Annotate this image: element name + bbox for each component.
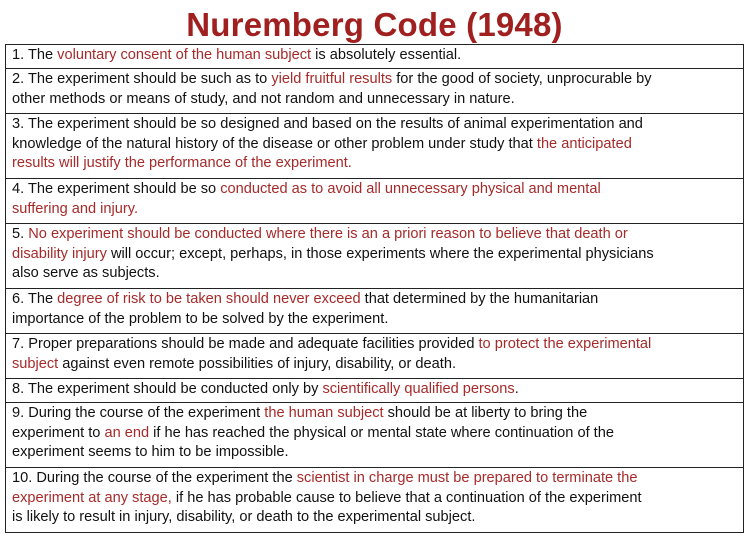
principle-line [12, 46, 737, 66]
principle-line [12, 154, 737, 174]
highlighted-phrase: scientifically qualified persons [322, 381, 515, 397]
text-segment: for the good of society, unprocurable by [392, 71, 652, 87]
principle-9 [6, 403, 743, 468]
nuremberg-code-document [5, 6, 744, 556]
text-segment: also serve as subjects. [12, 265, 160, 281]
principles-table [5, 44, 744, 533]
highlighted-phrase: to protect the experimental [478, 336, 652, 352]
principle-6 [6, 289, 743, 334]
principle-8 [6, 379, 743, 403]
text-segment: 3. The experiment should be so designed and based on the results of animal experimentation and [12, 116, 643, 132]
principle-line [12, 225, 737, 245]
text-segment: 5. [12, 226, 29, 242]
text-segment: 6. The [12, 291, 58, 307]
text-segment: against even remote possibilities of injury, disability, or death. [58, 355, 456, 372]
principle-3 [6, 114, 743, 179]
text-segment: 7. Proper preparations should be made and adequate facilities provided [12, 336, 479, 352]
highlighted-phrase: voluntary consent of the human subject [57, 47, 312, 63]
text-segment: 4. The experiment should be so [12, 181, 221, 197]
principle-7 [6, 334, 743, 379]
highlighted-phrase: experiment at any stage, [12, 489, 172, 506]
text-segment: 8. The experiment should be conducted only by [12, 381, 323, 397]
text-segment: will occur; except, perhaps, in those experiments where the experimental physicians [106, 245, 654, 262]
principle-line [12, 355, 737, 375]
text-segment: if he has reached the physical or mental state where continuation of the [149, 424, 614, 441]
highlighted-phrase: the human subject [264, 405, 384, 421]
highlighted-phrase: disability injury [12, 245, 107, 262]
principle-line [12, 380, 737, 400]
principle-line [12, 335, 737, 355]
text-segment: 2. The experiment should be such as to [12, 71, 272, 87]
principle-2 [6, 69, 743, 114]
highlighted-phrase: degree of risk to be taken should never exceed [57, 291, 361, 307]
highlighted-phrase: conducted as to avoid all unnecessary physical and mental [220, 181, 601, 197]
text-segment: importance of the problem to be solved by the experiment. [12, 310, 389, 327]
text-segment: other methods or means of study, and not random and unnecessary in nature. [12, 90, 515, 107]
text-segment: experiment to [12, 424, 105, 441]
text-segment: should be at liberty to bring the [383, 405, 588, 421]
principle-10 [6, 468, 743, 533]
principle-line [12, 310, 737, 330]
text-segment: knowledge of the natural history of the disease or other problem under study that [12, 135, 537, 152]
highlighted-phrase: subject [12, 355, 59, 372]
principle-line [12, 424, 737, 444]
principle-line [12, 90, 737, 110]
principle-5 [6, 224, 743, 289]
highlighted-phrase: results will justify the performance of the experiment. [12, 155, 352, 171]
highlighted-phrase: the anticipated [536, 135, 632, 152]
highlighted-phrase: an end [104, 424, 150, 441]
principle-line [12, 469, 737, 489]
text-segment: . [514, 381, 519, 397]
text-segment: experiment seems to him to be impossible. [12, 444, 289, 460]
text-segment: is likely to result in injury, disability, or death to the experimental subject. [12, 509, 476, 525]
text-segment: is absolutely essential. [311, 47, 462, 63]
principle-line [12, 404, 737, 424]
principle-line [12, 508, 737, 528]
text-segment: 9. During the course of the experiment [12, 405, 265, 421]
highlighted-phrase: yield fruitful results [271, 71, 393, 87]
principle-line [12, 180, 737, 200]
principle-4 [6, 179, 743, 224]
principle-line [12, 290, 737, 310]
principle-1 [6, 45, 743, 69]
highlighted-phrase: No experiment should be conducted where there is an a priori reason to believe that death or [28, 226, 628, 242]
principle-line [12, 200, 737, 220]
principle-line [12, 135, 737, 155]
text-segment: if he has probable cause to believe that a continuation of the experiment [171, 489, 642, 506]
principle-line [12, 489, 737, 509]
principle-line [12, 70, 737, 90]
principle-line [12, 115, 737, 135]
text-segment: 10. During the course of the experiment the [12, 470, 297, 486]
principle-line [12, 264, 737, 284]
text-segment: 1. The [12, 47, 58, 63]
principle-line [12, 443, 737, 463]
document-title: Nuremberg Code (1948) [186, 6, 563, 43]
highlighted-phrase: suffering and injury. [12, 200, 139, 217]
text-segment: that determined by the humanitarian [360, 291, 599, 307]
highlighted-phrase: scientist in charge must be prepared to terminate the [296, 470, 638, 486]
principle-line [12, 245, 737, 265]
